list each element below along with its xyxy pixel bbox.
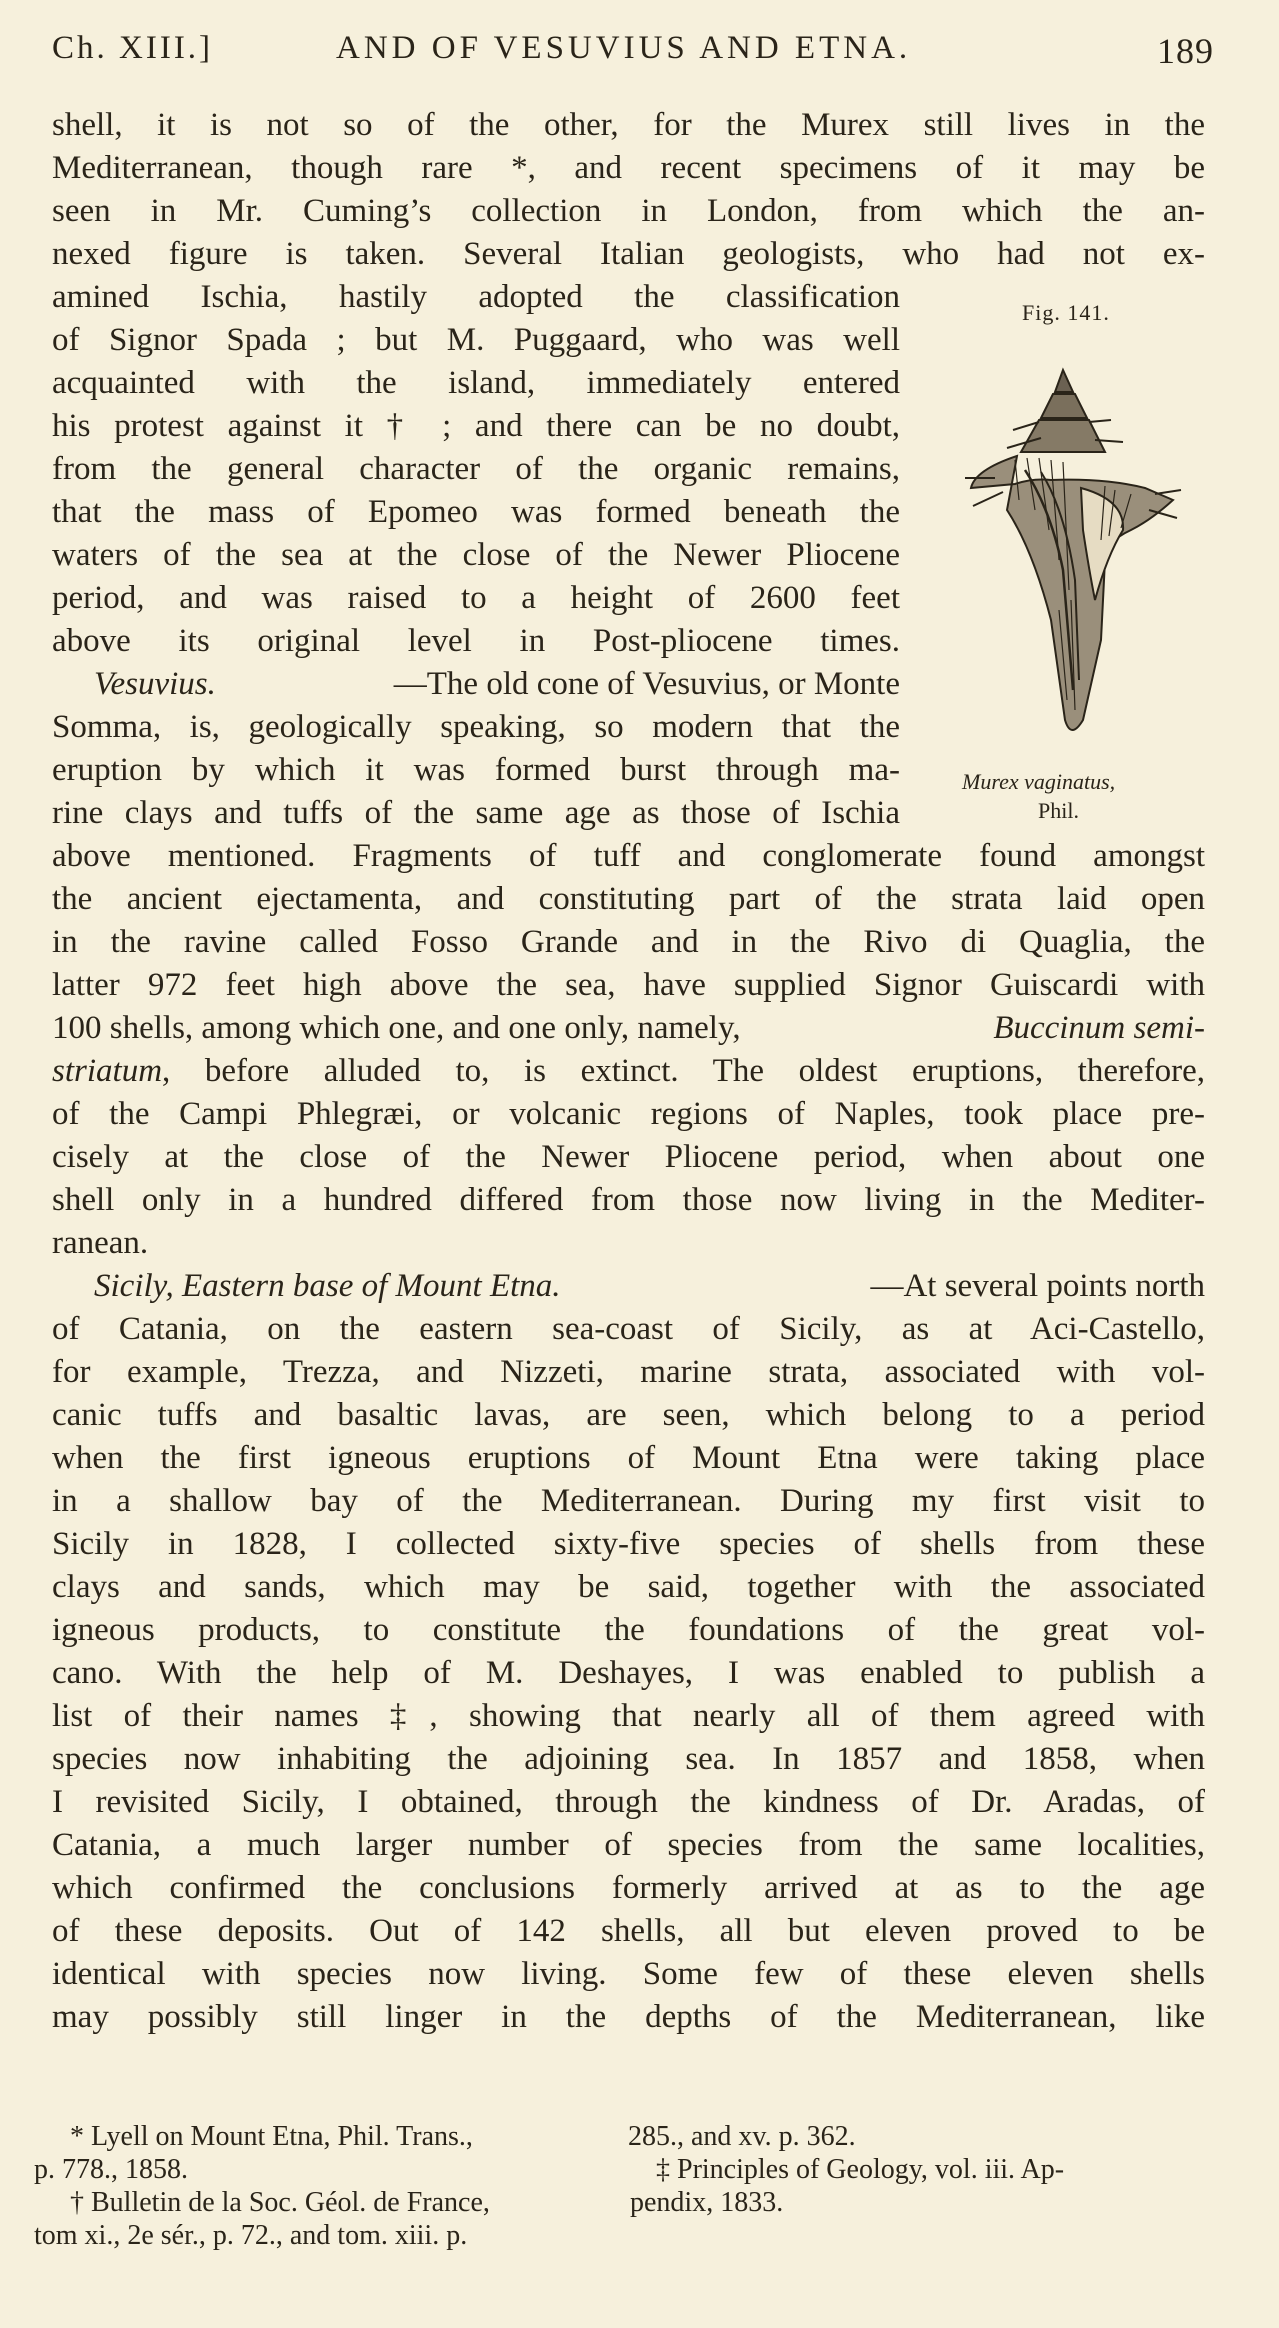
running-title: AND OF VESUVIUS AND ETNA. [336, 30, 912, 66]
text-line: list of their names ‡, showing that nearly all of them agreed with [52, 1698, 1205, 1734]
page-number: 189 [1157, 31, 1214, 71]
text-line: cano. With the help of M. Deshayes, I was enabled to publish a [52, 1655, 1205, 1691]
text-line: cisely at the close of the Newer Pliocene period, when about one [52, 1139, 1205, 1175]
text-line [52, 1050, 1205, 1093]
text-line: seen in Mr. Cuming’s collection in London, from which the an- [52, 193, 1205, 229]
figure-author: Phil. [1038, 798, 1079, 823]
text-line: waters of the sea at the close of the Newer Pliocene [52, 537, 900, 573]
text-line: from the general character of the organic remains, [52, 451, 900, 487]
chapter-label: Ch. XIII.] [52, 30, 214, 66]
text-line: eruption by which it was formed burst through ma- [52, 752, 900, 788]
text-line-start: 100 shells, among which one, and one only, namely, [52, 1010, 741, 1046]
footnote-2: † Bulletin de la Soc. Géol. de France, [70, 2187, 490, 2218]
text-line: that the mass of Epomeo was formed beneath the [52, 494, 900, 530]
text-line: clays and sands, which may be said, together with the associated [52, 1569, 1205, 1605]
text-line: the ancient ejectamenta, and constituting part of the strata laid open [52, 881, 1205, 917]
text-line: above its original level in Post-pliocene times. [52, 623, 900, 659]
murex-shell-illustration [955, 360, 1195, 760]
text-line-rest: , before alluded to, is extinct. The oldest eruptions, therefore, [162, 1053, 1205, 1089]
text-line-rest: —At several points north [870, 1268, 1205, 1304]
text-line: period, and was raised to a height of 2600 feet [52, 580, 900, 616]
text-line: which confirmed the conclusions formerly arrived at as to the age [52, 1870, 1205, 1906]
text-line: canic tuffs and basaltic lavas, are seen, which belong to a period [52, 1397, 1205, 1433]
text-line: of Catania, on the eastern sea-coast of Sicily, as at Aci-Castello, [52, 1311, 1205, 1347]
text-line: above mentioned. Fragments of tuff and conglomerate found amongst [52, 838, 1205, 874]
text-line: shell, it is not so of the other, for the Murex still lives in the [52, 107, 1205, 143]
text-line: nexed figure is taken. Several Italian geologists, who had not ex- [52, 236, 1205, 272]
text-line: Mediterranean, though rare *, and recent specimens of it may be [52, 150, 1205, 186]
footnote-1-cont: p. 778., 1858. [34, 2154, 188, 2185]
section-heading-vesuvius: Vesuvius. [94, 666, 216, 702]
text-line: Catania, a much larger number of species from the same localities, [52, 1827, 1205, 1863]
text-line: of the Campi Phlegræi, or volcanic regions of Naples, took place pre- [52, 1096, 1205, 1132]
footnote-3: ‡ Principles of Geology, vol. iii. Ap- [656, 2154, 1065, 2185]
text-line: Somma, is, geologically speaking, so modern that the [52, 709, 900, 745]
text-line: Sicily in 1828, I collected sixty-five species of shells from these [52, 1526, 1205, 1562]
text-line: in the ravine called Fosso Grande and in the Rivo di Quaglia, the [52, 924, 1205, 960]
text-line: I revisited Sicily, I obtained, through the kindness of Dr. Aradas, of [52, 1784, 1205, 1820]
figure-label: Fig. 141. [1022, 300, 1110, 325]
section-heading-sicily: Sicily, Eastern base of Mount Etna. [94, 1268, 561, 1304]
footnote-2-cont: tom xi., 2e sér., p. 72., and tom. xiii. p. [34, 2220, 468, 2251]
text-line: for example, Trezza, and Nizzeti, marine strata, associated with vol- [52, 1354, 1205, 1390]
text-line: latter 972 feet high above the sea, have supplied Signor Guiscardi with [52, 967, 1205, 1003]
text-line: his protest against it † ; and there can be no doubt, [52, 408, 900, 444]
text-line: when the first igneous eruptions of Mount Etna were taking place [52, 1440, 1205, 1476]
text-line: may possibly still linger in the depths of the Mediterranean, like [52, 1999, 1205, 2035]
text-line: of these deposits. Out of 142 shells, all but eleven proved to be [52, 1913, 1205, 1949]
footnote-1: * Lyell on Mount Etna, Phil. Trans., [70, 2121, 473, 2152]
text-line [52, 1007, 1205, 1050]
text-line: rine clays and tuffs of the same age as those of Ischia [52, 795, 900, 831]
text-line: acquainted with the island, immediately entered [52, 365, 900, 401]
figure-141 [940, 300, 1220, 823]
footnote-3-cont: pendix, 1833. [630, 2187, 784, 2218]
running-header [52, 30, 1214, 80]
text-line: ranean. [52, 1225, 149, 1261]
text-line: amined Ischia, hastily adopted the classification [52, 279, 900, 315]
text-line: identical with species now living. Some few of these eleven shells [52, 1956, 1205, 1992]
text-line: of Signor Spada ; but M. Puggaard, who was well [52, 322, 900, 358]
text-line [94, 663, 900, 706]
text-line-rest: —The old cone of Vesuvius, or Monte [393, 666, 900, 702]
taxon-name: striatum [52, 1053, 163, 1089]
text-line: shell only in a hundred differed from those now living in the Mediter- [52, 1182, 1205, 1218]
text-line: igneous products, to constitute the foundations of the great vol- [52, 1612, 1205, 1648]
text-line [94, 1265, 1205, 1308]
footnote-right-1: 285., and xv. p. 362. [628, 2121, 856, 2152]
figure-caption: Murex vaginatus, [962, 769, 1116, 794]
text-line: species now inhabiting the adjoining sea. In 1857 and 1858, when [52, 1741, 1205, 1777]
taxon-name: Buccinum semi- [993, 1010, 1205, 1046]
text-line: in a shallow bay of the Mediterranean. During my first visit to [52, 1483, 1205, 1519]
